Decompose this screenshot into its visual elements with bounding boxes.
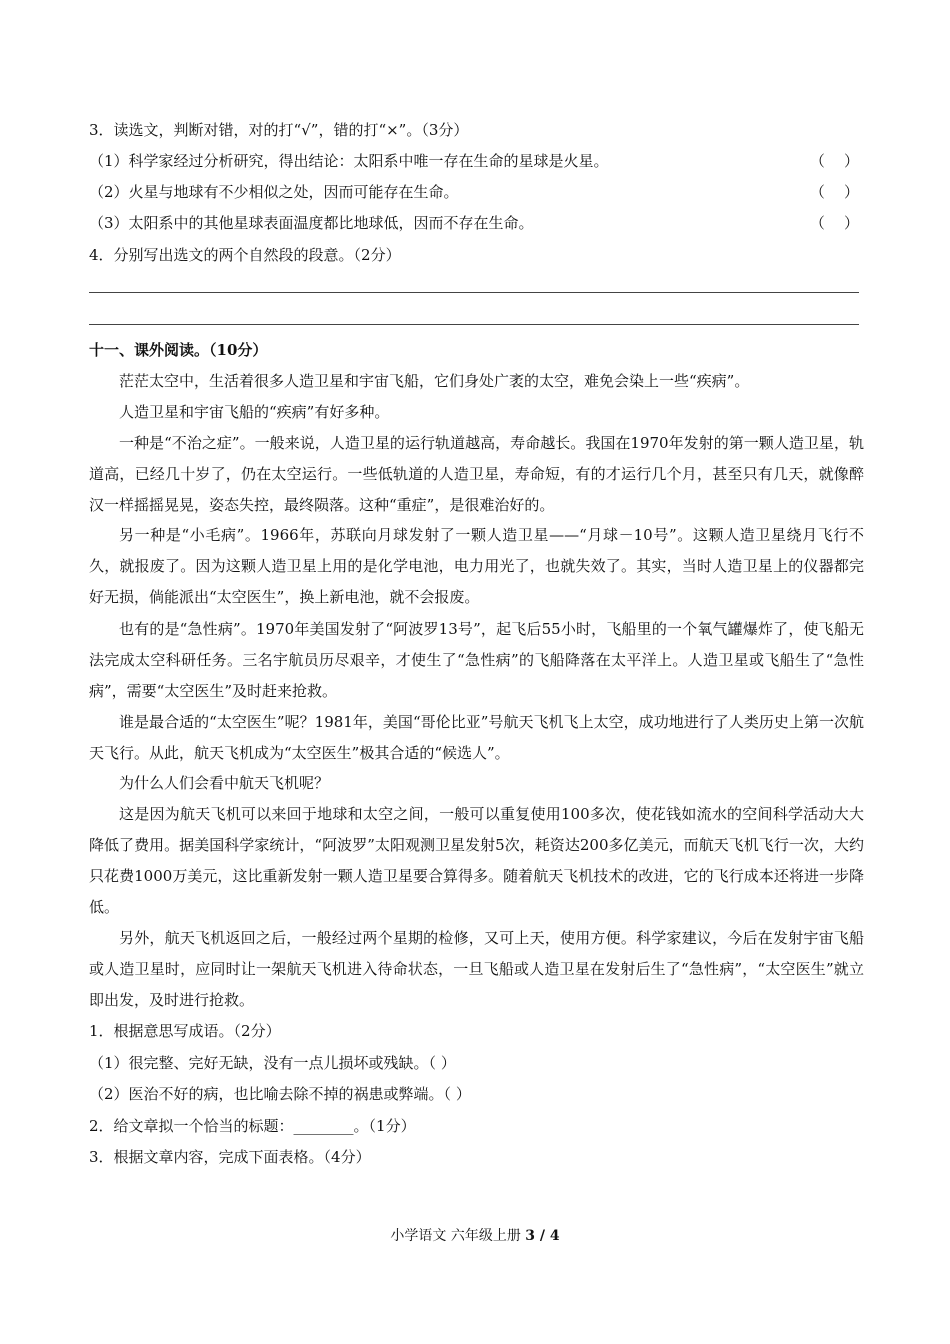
judge-item-3-text: （3）太阳系中的其他星球表面温度都比地球低，因而不存在生命。	[89, 214, 534, 232]
section-11-heading: 十一、课外阅读。（10分）	[89, 341, 268, 359]
page-footer	[0, 1226, 950, 1246]
reading-question-1-part-1: （1）很完整、完好无缺，没有一点儿损坏或残缺。（ ）	[89, 1054, 456, 1072]
reading-paragraph-1: 茫茫太空中，生活着很多人造卫星和宇宙飞船，它们身处广袤的太空，难免会染上一些“疾病”。	[119, 372, 750, 390]
reading-paragraph-9: 另外，航天飞机返回之后，一般经过两个星期的检修，又可上天，使用方便。科学家建议，今后在发射宇宙飞船或人造卫星时，应同时让一架航天飞机进入待命状态，一旦飞船或人造卫星在发射后生了“急性病”，“太空医生”就立即出发，及时进行抢救。	[89, 929, 864, 1009]
reading-question-1: 1．根据意思写成语。（2分）	[89, 1022, 281, 1040]
footer-page-number: 3 / 4	[525, 1228, 560, 1244]
reading-paragraph-6: 谁是最合适的“太空医生”呢？1981年，美国“哥伦比亚”号航天飞机飞上太空，成功地进行了人类历史上第一次航天飞行。从此，航天飞机成为“太空医生”极其合适的“候选人”。	[89, 713, 864, 762]
judge-item-1-text: （1）科学家经过分析研究，得出结论：太阳系中唯一存在生命的星球是火星。	[89, 152, 609, 170]
reading-paragraph-4: 另一种是“小毛病”。1966年，苏联向月球发射了一颗人造卫星——“月球－10号”。这颗人造卫星绕月飞行不久，就报废了。因为这颗人造卫星上用的是化学电池，电力用光了，也就失效了。其实，当时人造卫星上的仪器都完好无损，倘能派出“太空医生”，换上新电池，就不会报废。	[89, 526, 864, 606]
reading-question-2: 2．给文章拟一个恰当的标题：________。（1分）	[89, 1117, 416, 1135]
judge-item-1-answer-bracket[interactable]: （ ）	[809, 152, 859, 170]
judge-item-3-answer-bracket[interactable]: （ ）	[809, 214, 859, 232]
reading-paragraph-5: 也有的是“急性病”。1970年美国发射了“阿波罗13号”，起飞后55小时，飞船里的一个氧气罐爆炸了，使飞船无法完成太空科研任务。三名宇航员历尽艰辛，才使生了“急性病”的飞船降落在太平洋上。人造卫星或飞船生了“急性病”，需要“太空医生”及时赶来抢救。	[89, 620, 864, 700]
footer-subject: 小学语文 六年级上册	[390, 1228, 526, 1244]
judge-item-2-answer-bracket[interactable]: （ ）	[809, 183, 859, 201]
judge-item-1	[89, 151, 859, 171]
reading-question-3: 3．根据文章内容，完成下面表格。（4分）	[89, 1148, 371, 1166]
reading-question-1-part-2: （2）医治不好的病，也比喻去除不掉的祸患或弊端。（ ）	[89, 1085, 471, 1103]
judge-item-2	[89, 182, 859, 202]
reading-paragraph-7: 为什么人们会看中航天飞机呢？	[119, 774, 330, 792]
reading-paragraph-2: 人造卫星和宇宙飞船的“疾病”有好多种。	[119, 403, 390, 421]
judge-item-3	[89, 213, 859, 233]
reading-paragraph-3: 一种是“不治之症”。一般来说，人造卫星的运行轨道越高，寿命越长。我国在1970年发射的第一颗人造卫星，轨道高，已经几十岁了，仍在太空运行。一些低轨道的人造卫星，寿命短，有的才运行几个月，甚至只有几天，就像醉汉一样摇摇晃晃，姿态失控，最终陨落。这种“重症”，是很难治好的。	[89, 434, 864, 514]
reading-paragraph-8: 这是因为航天飞机可以来回于地球和太空之间，一般可以重复使用100多次，使花钱如流水的空间科学活动大大降低了费用。据美国科学家统计，“阿波罗”太阳观测卫星发射5次，耗资达200多亿美元，而航天飞机飞行一次，大约只花费1000万美元，这比重新发射一颗人造卫星要合算得多。随着航天飞机技术的改进，它的飞行成本还将进一步降低。	[89, 805, 864, 916]
judge-item-2-text: （2）火星与地球有不少相似之处，因而可能存在生命。	[89, 183, 459, 201]
answer-line-1[interactable]	[89, 292, 859, 293]
question-3-stem: 3．读选文，判断对错，对的打“√”，错的打“×”。（3分）	[89, 121, 469, 139]
answer-line-2[interactable]	[89, 324, 859, 325]
question-4-stem: 4．分别写出选文的两个自然段的段意。（2分）	[89, 246, 401, 264]
